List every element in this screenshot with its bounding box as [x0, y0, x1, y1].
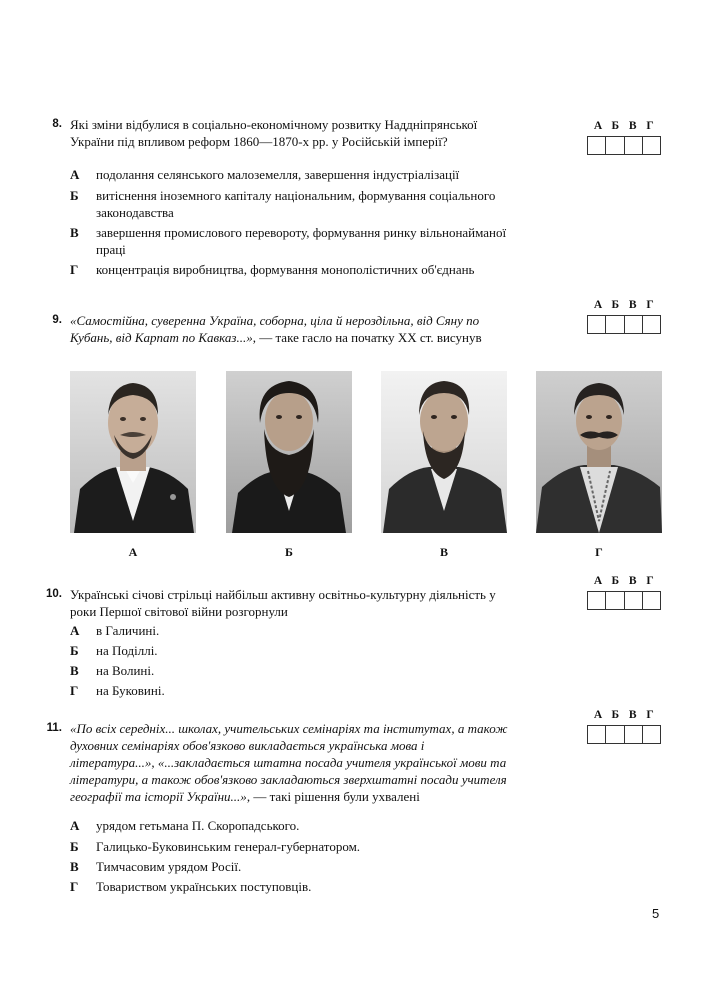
option-text: на Волині.: [96, 663, 155, 678]
quote: «Самостійна, суверенна Україна, соборна, ціла й нероздільна, від Сяну по Кубань, від Карпат по Кавказ...»: [70, 313, 480, 345]
option-text: Тимчасовим урядом Росії.: [96, 859, 242, 874]
question-tail: , — такі рішення були ухвалені: [246, 789, 420, 804]
question-text: Які зміни відбулися в соціально-економічному розвитку Наддніпрянської України під впливом реформ 1860—1870-х рр. у Російській імперії?: [70, 117, 478, 149]
answer-letter: А: [593, 120, 603, 132]
answer-box[interactable]: [643, 137, 660, 154]
answer-box[interactable]: [625, 726, 643, 743]
portrait-d: [536, 371, 662, 533]
quote: «По всіх середніх... школах, учительських семінаріях та інститутах, а також духовних семінаріях обов'язково викладається українська мова і література...»: [70, 721, 508, 770]
answer-box[interactable]: [606, 726, 624, 743]
answer-box[interactable]: [625, 592, 643, 609]
option-text: Галицько-Буковинським генерал-губернатором.: [96, 839, 361, 854]
option-text: Товариством українських поступовців.: [96, 879, 312, 894]
answer-box[interactable]: [588, 592, 606, 609]
answer-grid: [587, 119, 661, 155]
portrait-label: Б: [285, 545, 293, 559]
option-letter: В: [70, 859, 79, 874]
answer-box[interactable]: [588, 316, 606, 333]
option-text: витіснення іноземного капіталу національним, формування соціального законодавства: [96, 188, 496, 220]
answer-box[interactable]: [643, 726, 660, 743]
answer-letter: Б: [611, 299, 620, 311]
portrait-label: Г: [595, 545, 603, 559]
answer-letter: А: [593, 575, 603, 587]
question-number: 8.: [52, 118, 62, 130]
option-text: на Буковині.: [96, 683, 165, 698]
option-letter: А: [70, 167, 80, 182]
question-number: 10.: [46, 588, 62, 600]
answer-letter: Б: [611, 120, 620, 132]
option-text: на Поділлі.: [96, 643, 158, 658]
answer-letter: Б: [611, 575, 620, 587]
question-text: Українські січові стрільці найбільш активну освітньо-культурну діяльність у роки Першої світової війни розгорнули: [70, 587, 496, 619]
option-letter: А: [70, 818, 80, 833]
question-tail: , — таке гасло на початку XX ст. висунув: [252, 330, 482, 345]
quote: «...закладається штатна посада учителя української мови та літератури, а також обов'язково закладаються зверхштатні посади учителя географії та історії України...»: [70, 755, 507, 804]
option-text: урядом гетьмана П. Скоропадського.: [96, 818, 300, 833]
portrait-a: [70, 371, 196, 533]
answer-box[interactable]: [606, 137, 624, 154]
answer-letter: В: [628, 709, 637, 721]
answer-box[interactable]: [643, 592, 660, 609]
option-text: в Галичині.: [96, 623, 160, 638]
quote-separator: ,: [151, 755, 158, 770]
question-text: [70, 720, 510, 805]
portrait-c: [381, 371, 507, 533]
option-letter: Г: [70, 683, 79, 698]
answer-letter: А: [593, 299, 603, 311]
answer-letter: А: [593, 709, 603, 721]
option-letter: Г: [70, 262, 79, 277]
answer-letter: Г: [646, 709, 654, 721]
answer-letter: Г: [646, 575, 654, 587]
answer-letter: В: [628, 575, 637, 587]
option-letter: Б: [70, 643, 79, 658]
answer-box[interactable]: [643, 316, 660, 333]
answer-box[interactable]: [588, 726, 606, 743]
option-letter: Б: [70, 839, 79, 854]
option-text: концентрація виробництва, формування монополістичних об'єднань: [96, 262, 475, 277]
answer-letter: Б: [611, 709, 620, 721]
answer-letter: Г: [646, 120, 654, 132]
answer-box[interactable]: [606, 316, 624, 333]
answer-grid: [587, 574, 661, 610]
option-text: завершення промислового перевороту, формування ринку вільнонайманої праці: [96, 225, 507, 257]
page-number: 5: [652, 906, 660, 921]
question-number: 11.: [46, 722, 62, 734]
option-text: подолання селянського малоземелля, завершення індустріалізації: [96, 167, 460, 182]
portrait-label: В: [439, 545, 448, 559]
answer-letter: В: [628, 299, 637, 311]
answer-grid: [587, 708, 661, 744]
answer-grid: [587, 298, 661, 334]
answer-box[interactable]: [625, 137, 643, 154]
answer-box[interactable]: [625, 316, 643, 333]
portrait-b: [226, 371, 352, 533]
question-text: [70, 312, 510, 346]
answer-letter: Г: [646, 299, 654, 311]
answer-box[interactable]: [588, 137, 606, 154]
answer-letter: В: [628, 120, 637, 132]
option-letter: Г: [70, 879, 79, 894]
option-letter: В: [70, 663, 79, 678]
question-number: 9.: [52, 314, 62, 326]
answer-box[interactable]: [606, 592, 624, 609]
option-letter: В: [70, 225, 79, 240]
portrait-label: А: [128, 545, 138, 559]
option-letter: Б: [70, 188, 79, 203]
option-letter: А: [70, 623, 80, 638]
